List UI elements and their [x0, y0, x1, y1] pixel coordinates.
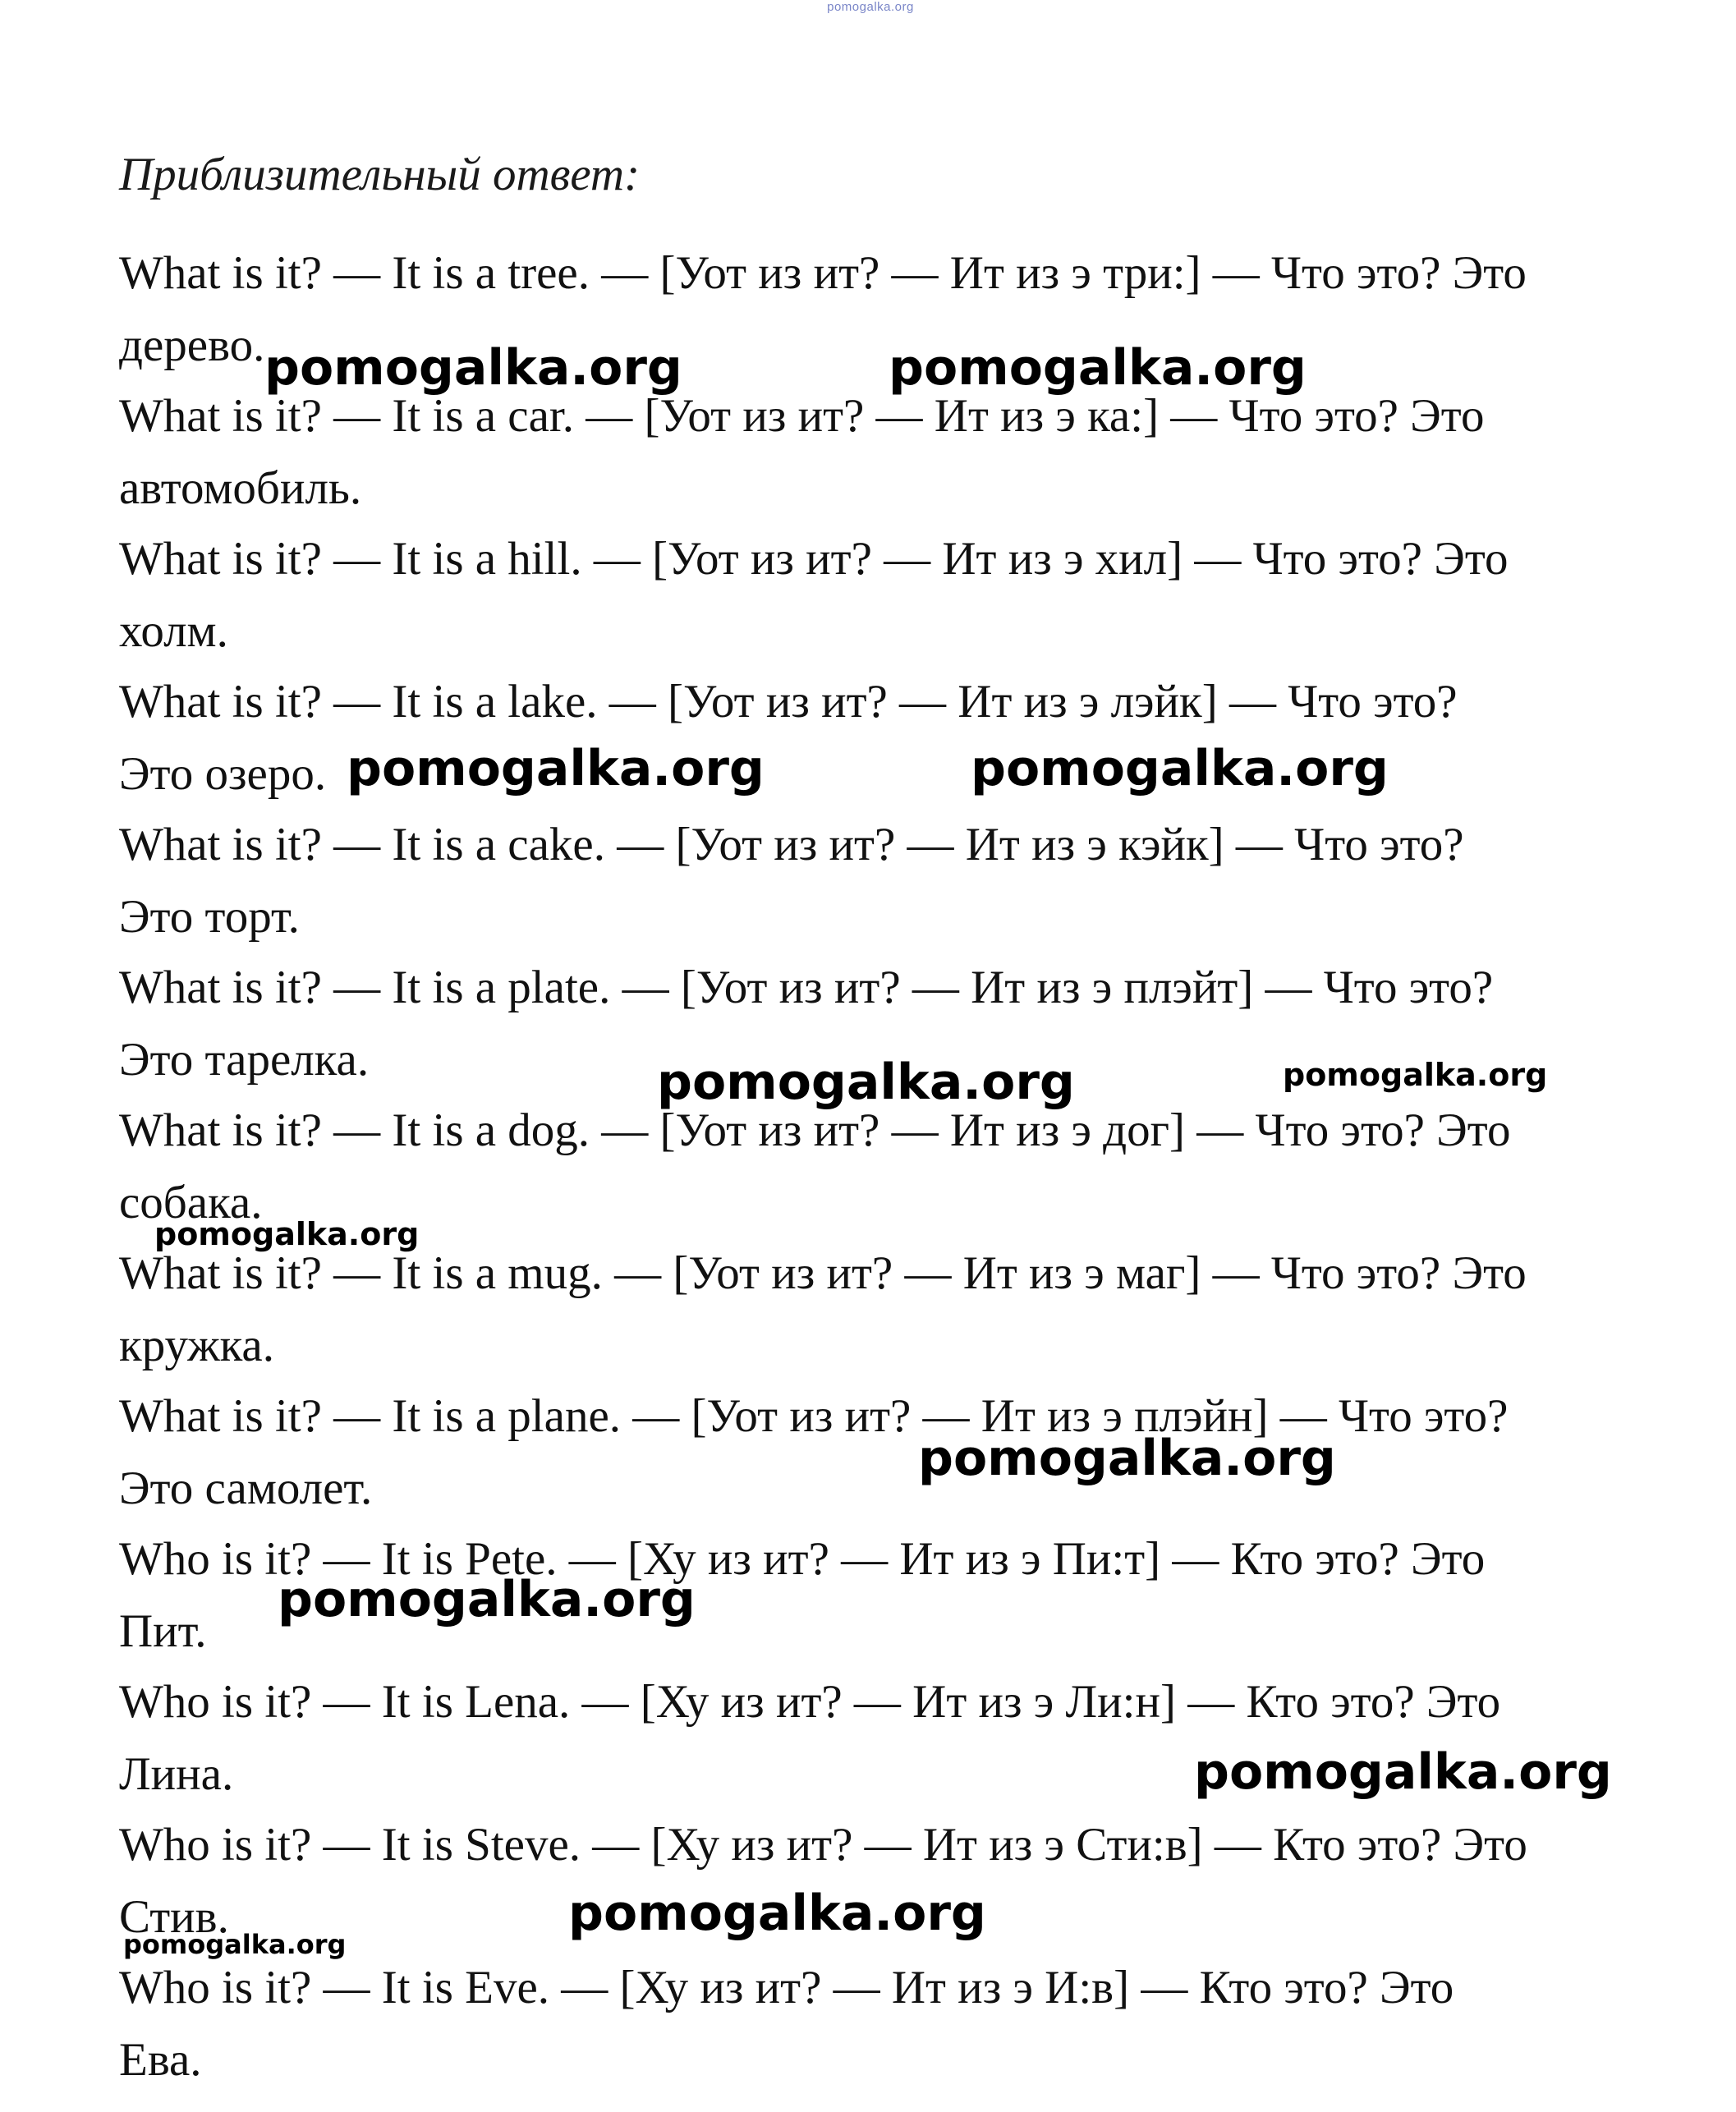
text-line: Лина.: [119, 1748, 234, 1800]
watermark: pomogalka.org: [568, 1885, 986, 1942]
watermark: pomogalka.org: [657, 1054, 1075, 1111]
text-line: What is it? — It is a lake. — [Уот из ит? — Ит из э лэйк] — Что это?: [119, 676, 1458, 728]
text-line: Это самолет.: [119, 1462, 373, 1514]
watermark: pomogalka.org: [918, 1430, 1336, 1487]
text-line: What is it? — It is a tree. — [Уот из ит? — Ит из э три:] — Что это? Это: [119, 247, 1527, 299]
text-line: What is it? — It is a car. — [Уот из ит? — Ит из э ка:] — Что это? Это: [119, 390, 1485, 442]
text-line: Это торт.: [119, 891, 300, 943]
text-line: дерево.: [119, 319, 265, 371]
text-line: What is it? — It is a dog. — [Уот из ит? — Ит из э дог] — Что это? Это: [119, 1104, 1511, 1156]
text-line: Who is it? — It is Lena. — [Ху из ит? — Ит из э Ли:н] — Кто это? Это: [119, 1676, 1501, 1728]
text-line: кружка.: [119, 1320, 274, 1371]
top-watermark: pomogalka.org: [827, 0, 914, 14]
watermark: pomogalka.org: [264, 339, 682, 397]
text-line: Who is it? — It is Pete. — [Ху из ит? — Ит из э Пи:т] — Кто это? Это: [119, 1533, 1486, 1585]
text-line: What is it? — It is a plane. — [Уот из ит? — Ит из э плэйн] — Что это?: [119, 1390, 1509, 1442]
text-line: Это озеро.: [119, 748, 327, 800]
text-line: собака.: [119, 1177, 263, 1228]
watermark: pomogalka.org: [1194, 1743, 1612, 1801]
text-line: Это тарелка.: [119, 1034, 370, 1086]
text-line: Ева.: [119, 2034, 202, 2086]
text-line: автомобиль.: [119, 462, 362, 514]
text-line: Who is it? — It is Eve. — [Ху из ит? — Ит из э И:в] — Кто это? Это: [119, 1962, 1454, 2013]
text-line: What is it? — It is a mug. — [Уот из ит? — Ит из э маг] — Что это? Это: [119, 1247, 1527, 1299]
watermark: pomogalka.org: [123, 1929, 347, 1960]
watermark: pomogalka.org: [889, 339, 1307, 397]
watermark: pomogalka.org: [347, 740, 765, 797]
answer-heading: Приблизительный ответ:: [119, 149, 641, 200]
watermark: pomogalka.org: [1283, 1057, 1548, 1093]
text-line: Стив.: [119, 1891, 229, 1943]
watermark: pomogalka.org: [154, 1216, 420, 1252]
watermark: pomogalka.org: [278, 1571, 696, 1628]
watermark: pomogalka.org: [971, 740, 1389, 797]
text-line: холм.: [119, 605, 228, 657]
text-line: Who is it? — It is Steve. — [Ху из ит? — Ит из э Сти:в] — Кто это? Это: [119, 1819, 1527, 1871]
text-line: Пит.: [119, 1605, 207, 1657]
text-line: What is it? — It is a plate. — [Уот из ит? — Ит из э плэйт] — Что это?: [119, 962, 1494, 1013]
text-line: What is it? — It is a hill. — [Уот из ит? — Ит из э хил] — Что это? Это: [119, 533, 1509, 585]
text-line: What is it? — It is a cake. — [Уот из ит? — Ит из э кэйк] — Что это?: [119, 819, 1464, 870]
